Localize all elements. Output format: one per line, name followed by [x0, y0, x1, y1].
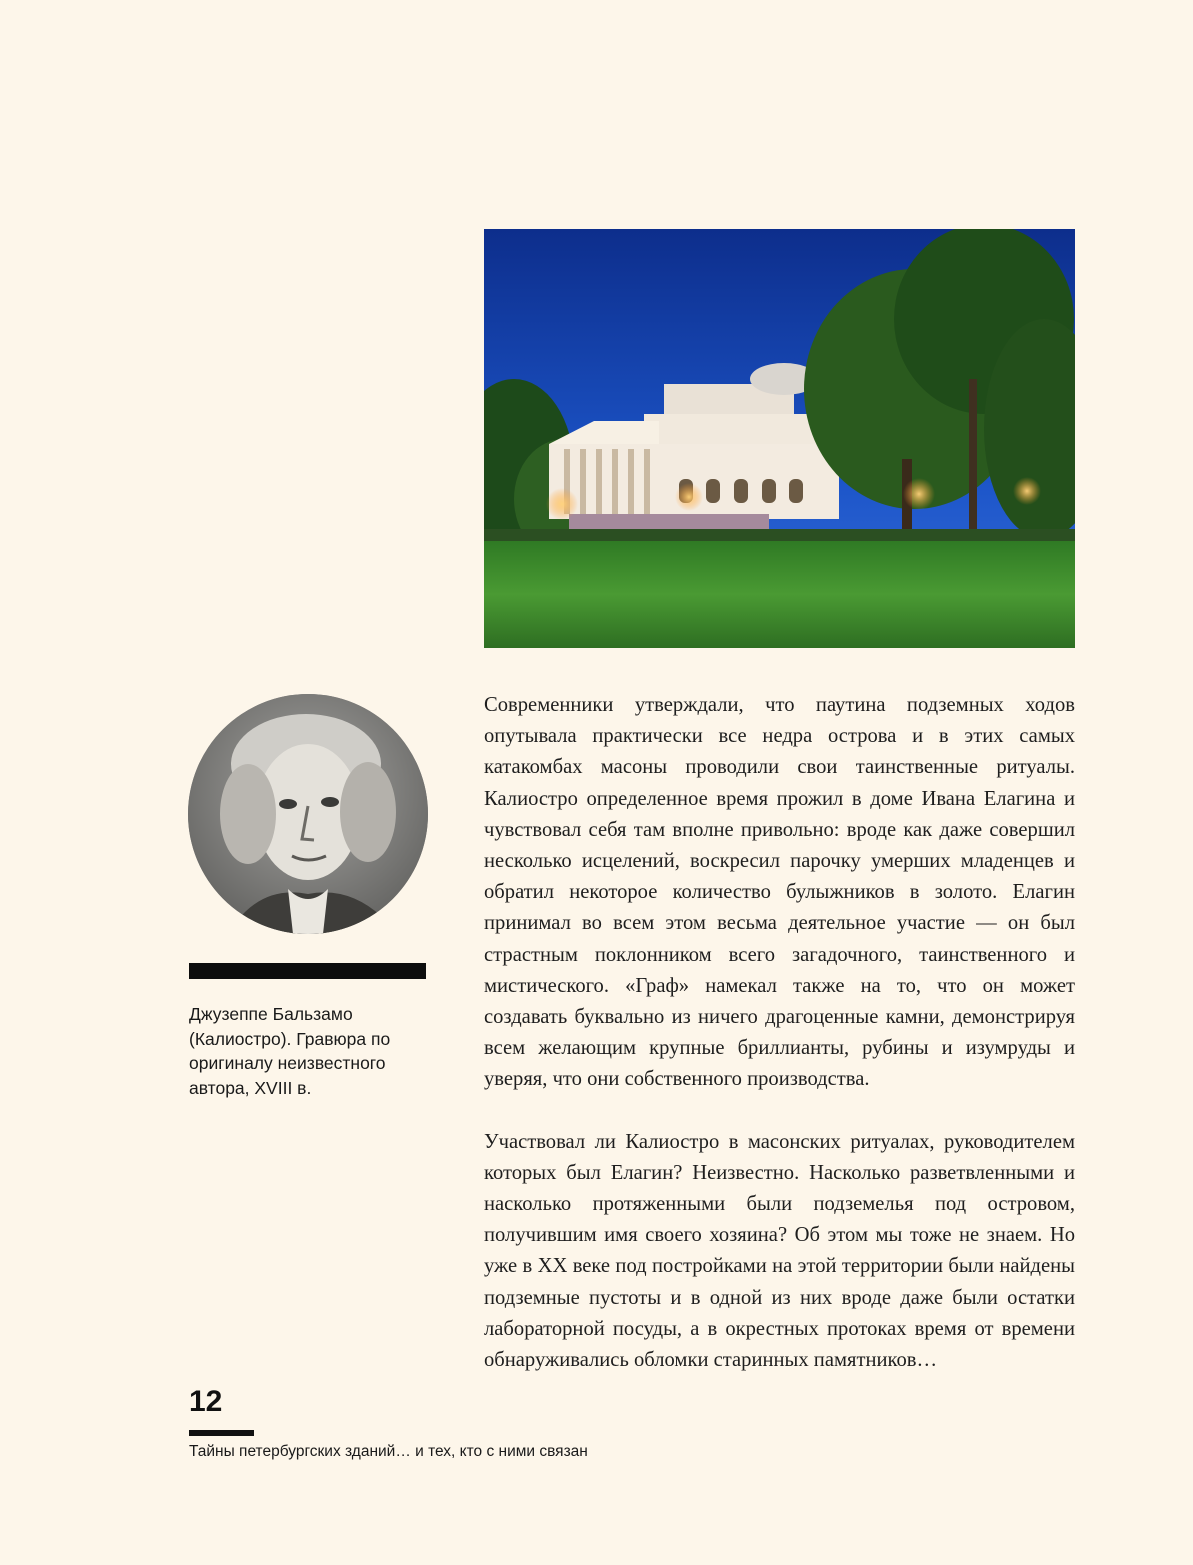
portrait-engraving — [188, 694, 428, 934]
portrait-caption: Джузеппе Бальзамо (Калиостро). Гравюра по оригиналу неизвестного автора, XVIII в. — [189, 1004, 391, 1098]
palace-photo-illustration — [484, 229, 1075, 648]
caption-bar — [189, 963, 426, 979]
page-number: 12 — [189, 1385, 223, 1418]
page-number-rule — [189, 1430, 254, 1436]
portrait-engraving-illustration — [188, 694, 428, 934]
body-paragraph-1: Современники утверждали, что паутина подземных ходов опутывала практически все недра острова и в этих самых катакомбах масоны проводили свои таинственные ритуалы. Калиостро определенное время прожил в доме Ивана Елагина и чувствовал себя там вполне привольно: вроде как даже совершил несколько исцелений, воскресил парочку умерших младенцев и обратил некоторое количество булыжников в золото. Елагин принимал во всем этом весьма деятельное участие — он был страстным поклонником всего загадочного, таинственного и мистического. «Граф» намекал также на то, что он может создавать буквально из ничего драгоценные камни, демонстрируя всем желающим крупные бриллианты, рубины и изумруды и уверяя, что они собственного производства. — [484, 694, 1075, 1091]
running-title: Тайны петербургских зданий… и тех, кто с ними связан — [189, 1443, 588, 1460]
body-paragraph-2: Участвовал ли Калиостро в масонских ритуалах, руководителем которых был Елагин? Неизвестно. Насколько разветвленными и насколько протяженными были подземелья под островом, получившим имя своего хозяина? Об этом мы тоже не знаем. Но уже в XX веке под постройками на этой территории были найдены подземные пустоты и в одной из них вроде даже были остатки лабораторной посуды, а в окрестных протоках время от времени обнаруживались обломки старинных памятников… — [484, 1130, 1075, 1372]
body-text — [484, 690, 1075, 1376]
palace-photo — [484, 229, 1075, 648]
